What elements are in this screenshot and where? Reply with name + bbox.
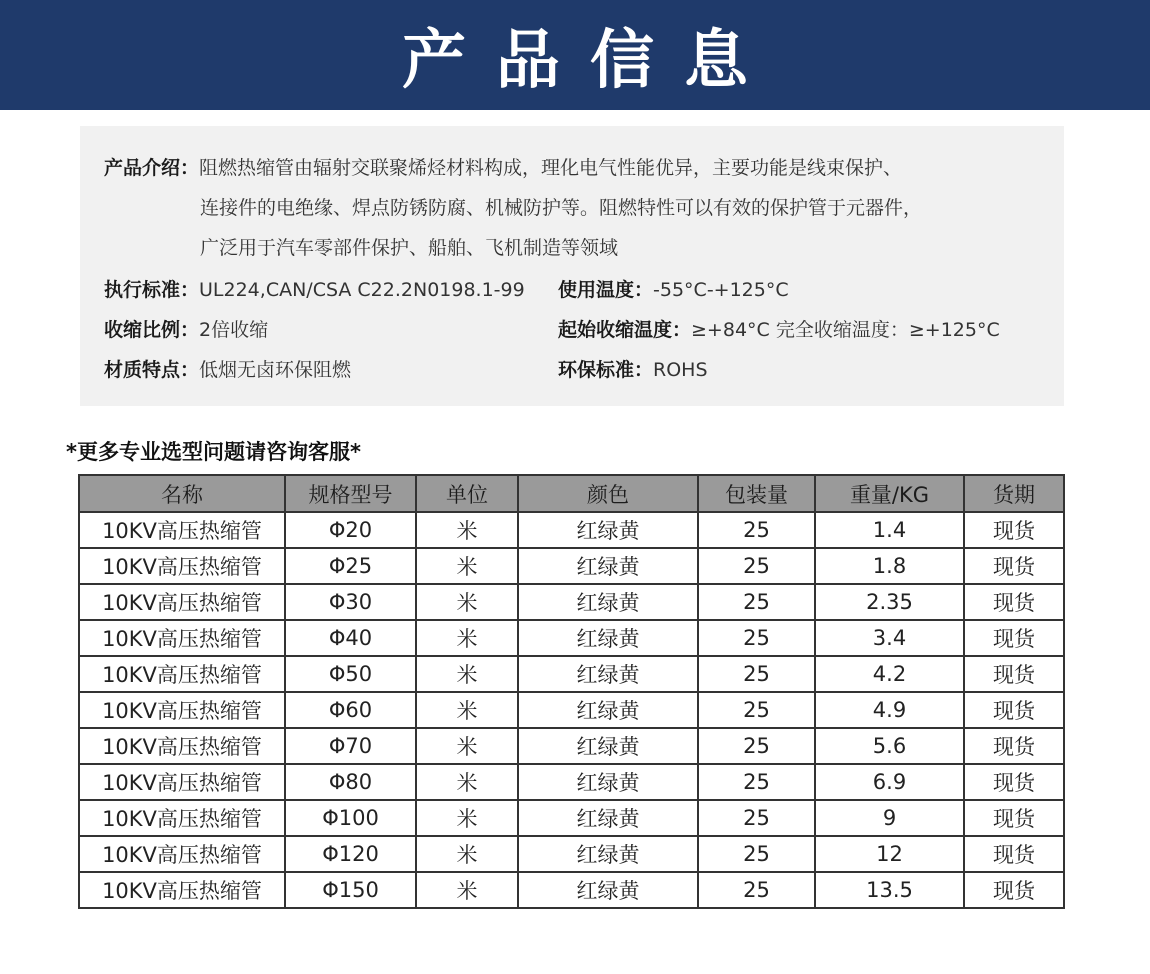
cell-name: 10KV高压热缩管 <box>79 656 285 692</box>
cell-color: 红绿黄 <box>518 692 698 728</box>
header-model: 规格型号 <box>285 475 416 512</box>
cell-delivery: 现货 <box>964 548 1064 584</box>
cell-delivery: 现货 <box>964 728 1064 764</box>
cell-color: 红绿黄 <box>518 836 698 872</box>
shrink-start-value: ≥+84°C <box>691 319 770 341</box>
cell-weight: 3.4 <box>815 620 964 656</box>
standard-row <box>104 278 525 302</box>
header-name: 名称 <box>79 475 285 512</box>
page-title: 产品信息 <box>402 24 778 98</box>
cell-weight: 5.6 <box>815 728 964 764</box>
cell-delivery: 现货 <box>964 584 1064 620</box>
intro-line-3 <box>200 236 618 260</box>
cell-name: 10KV高压热缩管 <box>79 836 285 872</box>
cell-name: 10KV高压热缩管 <box>79 512 285 548</box>
cell-delivery: 现货 <box>964 836 1064 872</box>
cell-weight: 1.4 <box>815 512 964 548</box>
cell-color: 红绿黄 <box>518 728 698 764</box>
header-delivery: 货期 <box>964 475 1064 512</box>
ratio-row <box>104 318 268 342</box>
cell-unit: 米 <box>416 836 518 872</box>
spec-table <box>78 474 1065 909</box>
cell-package: 25 <box>698 548 815 584</box>
cell-delivery: 现货 <box>964 620 1064 656</box>
cell-color: 红绿黄 <box>518 548 698 584</box>
cell-package: 25 <box>698 620 815 656</box>
cell-weight: 4.2 <box>815 656 964 692</box>
cell-model: Φ120 <box>285 836 416 872</box>
cell-model: Φ40 <box>285 620 416 656</box>
cell-package: 25 <box>698 764 815 800</box>
cell-unit: 米 <box>416 548 518 584</box>
cell-unit: 米 <box>416 800 518 836</box>
table-row <box>79 584 1064 620</box>
cell-package: 25 <box>698 872 815 908</box>
cell-unit: 米 <box>416 512 518 548</box>
environment-value: ROHS <box>653 359 708 381</box>
intro-text-3: 广泛用于汽车零部件保护、船舶、飞机制造等领域 <box>200 237 619 259</box>
cell-color: 红绿黄 <box>518 764 698 800</box>
cell-name: 10KV高压热缩管 <box>79 800 285 836</box>
cell-weight: 2.35 <box>815 584 964 620</box>
cell-model: Φ20 <box>285 512 416 548</box>
material-label: 材质特点： <box>104 359 200 381</box>
intro-text-2: 连接件的电绝缘、焊点防锈防腐、机械防护等。阻燃特性可以有效的保护管于元器件， <box>200 197 923 219</box>
header-weight: 重量/KG <box>815 475 964 512</box>
cell-model: Φ100 <box>285 800 416 836</box>
cell-name: 10KV高压热缩管 <box>79 548 285 584</box>
cell-delivery: 现货 <box>964 656 1064 692</box>
environment-label: 环保标准： <box>558 359 654 381</box>
cell-model: Φ80 <box>285 764 416 800</box>
cell-unit: 米 <box>416 656 518 692</box>
cell-unit: 米 <box>416 584 518 620</box>
intro-line-2 <box>200 196 922 220</box>
intro-line-1 <box>104 156 902 180</box>
cell-model: Φ25 <box>285 548 416 584</box>
temperature-label: 使用温度： <box>558 279 654 301</box>
consult-note: *更多专业选型问题请咨询客服* <box>66 440 361 464</box>
cell-model: Φ30 <box>285 584 416 620</box>
material-row <box>104 358 351 382</box>
cell-name: 10KV高压热缩管 <box>79 692 285 728</box>
cell-color: 红绿黄 <box>518 620 698 656</box>
cell-package: 25 <box>698 836 815 872</box>
table-row <box>79 548 1064 584</box>
header-banner <box>0 0 1150 110</box>
cell-name: 10KV高压热缩管 <box>79 764 285 800</box>
cell-unit: 米 <box>416 692 518 728</box>
cell-package: 25 <box>698 512 815 548</box>
cell-model: Φ150 <box>285 872 416 908</box>
cell-model: Φ70 <box>285 728 416 764</box>
shrink-full-value: ≥+125°C <box>908 319 1000 341</box>
cell-name: 10KV高压热缩管 <box>79 728 285 764</box>
cell-package: 25 <box>698 728 815 764</box>
cell-unit: 米 <box>416 764 518 800</box>
table-body <box>79 512 1064 908</box>
cell-package: 25 <box>698 692 815 728</box>
standard-label: 执行标准： <box>104 279 200 301</box>
table-header-row <box>79 475 1064 512</box>
cell-name: 10KV高压热缩管 <box>79 872 285 908</box>
cell-delivery: 现货 <box>964 764 1064 800</box>
cell-unit: 米 <box>416 728 518 764</box>
cell-model: Φ60 <box>285 692 416 728</box>
cell-color: 红绿黄 <box>518 872 698 908</box>
temperature-row <box>558 278 789 302</box>
cell-delivery: 现货 <box>964 692 1064 728</box>
cell-delivery: 现货 <box>964 512 1064 548</box>
cell-package: 25 <box>698 584 815 620</box>
header-package: 包装量 <box>698 475 815 512</box>
cell-color: 红绿黄 <box>518 584 698 620</box>
header-unit: 单位 <box>416 475 518 512</box>
cell-weight: 1.8 <box>815 548 964 584</box>
cell-color: 红绿黄 <box>518 656 698 692</box>
header-color: 颜色 <box>518 475 698 512</box>
temperature-value: -55°C-+125°C <box>653 279 789 301</box>
cell-name: 10KV高压热缩管 <box>79 584 285 620</box>
table-row <box>79 836 1064 872</box>
cell-package: 25 <box>698 656 815 692</box>
cell-color: 红绿黄 <box>518 800 698 836</box>
ratio-value: 2倍收缩 <box>199 319 269 341</box>
standard-value: UL224,CAN/CSA C22.2N0198.1-99 <box>199 279 525 301</box>
cell-package: 25 <box>698 800 815 836</box>
shrink-full-label: 完全收缩温度： <box>775 319 909 341</box>
table-row <box>79 692 1064 728</box>
cell-unit: 米 <box>416 872 518 908</box>
cell-color: 红绿黄 <box>518 512 698 548</box>
cell-weight: 6.9 <box>815 764 964 800</box>
table-row <box>79 764 1064 800</box>
shrink-start-label: 起始收缩温度： <box>558 319 692 341</box>
ratio-label: 收缩比例： <box>104 319 200 341</box>
environment-row <box>558 358 708 382</box>
table-row <box>79 620 1064 656</box>
intro-text-1: 阻燃热缩管由辐射交联聚烯烃材料构成，理化电气性能优异，主要功能是线束保护、 <box>199 157 903 179</box>
cell-weight: 9 <box>815 800 964 836</box>
table-row <box>79 728 1064 764</box>
table-row <box>79 656 1064 692</box>
cell-name: 10KV高压热缩管 <box>79 620 285 656</box>
cell-unit: 米 <box>416 620 518 656</box>
material-value: 低烟无卤环保阻燃 <box>199 359 352 381</box>
cell-model: Φ50 <box>285 656 416 692</box>
cell-delivery: 现货 <box>964 800 1064 836</box>
cell-delivery: 现货 <box>964 872 1064 908</box>
product-info-panel <box>80 126 1064 406</box>
table-row <box>79 872 1064 908</box>
cell-weight: 4.9 <box>815 692 964 728</box>
table-row <box>79 800 1064 836</box>
cell-weight: 13.5 <box>815 872 964 908</box>
cell-weight: 12 <box>815 836 964 872</box>
table-row <box>79 512 1064 548</box>
shrink-temp-row <box>558 318 1000 342</box>
intro-label: 产品介绍： <box>104 157 200 179</box>
